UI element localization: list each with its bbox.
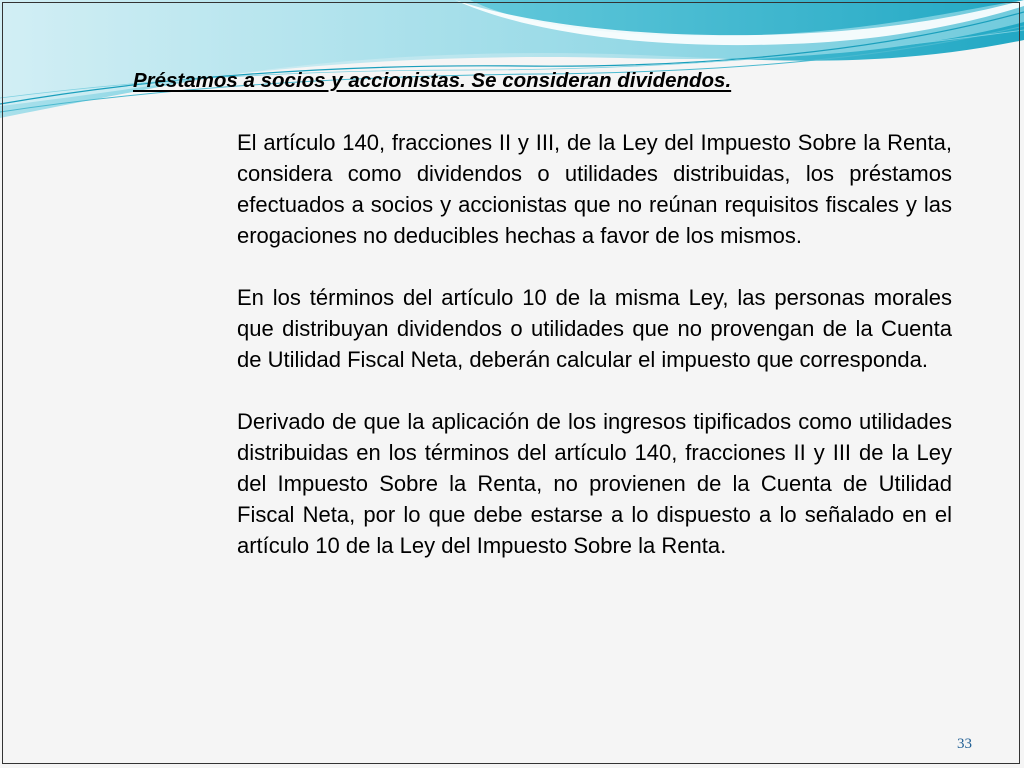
slide-body [237, 127, 952, 592]
paragraph-3: Derivado de que la aplicación de los ingresos tipificados como utilidades distribuidas en los términos del artículo 140, fracciones II y III de la Ley del Impuesto Sobre la Renta, no provienen de la Cuenta de Utilidad Fiscal Neta, por lo que debe estarse a lo dispuesto a lo señalado en el artículo 10 de la Ley del Impuesto Sobre la Renta. [237, 409, 952, 558]
page-number: 33 [957, 736, 972, 752]
paragraph-2: En los términos del artículo 10 de la misma Ley, las personas morales que distribuyan dividendos o utilidades que no provengan de la Cuenta de Utilidad Fiscal Neta, deberán calcular el impuesto que corresponda. [237, 285, 952, 372]
header-wave-decoration [0, 0, 1024, 130]
paragraph-1: El artículo 140, fracciones II y III, de la Ley del Impuesto Sobre la Renta, considera como dividendos o utilidades distribuidas, los préstamos efectuados a socios y accionistas que no reúnan requisitos fiscales y las erogaciones no deducibles hechas a favor de los mismos. [237, 130, 952, 248]
slide-title: Préstamos a socios y accionistas. Se consideran dividendos. [133, 69, 732, 92]
